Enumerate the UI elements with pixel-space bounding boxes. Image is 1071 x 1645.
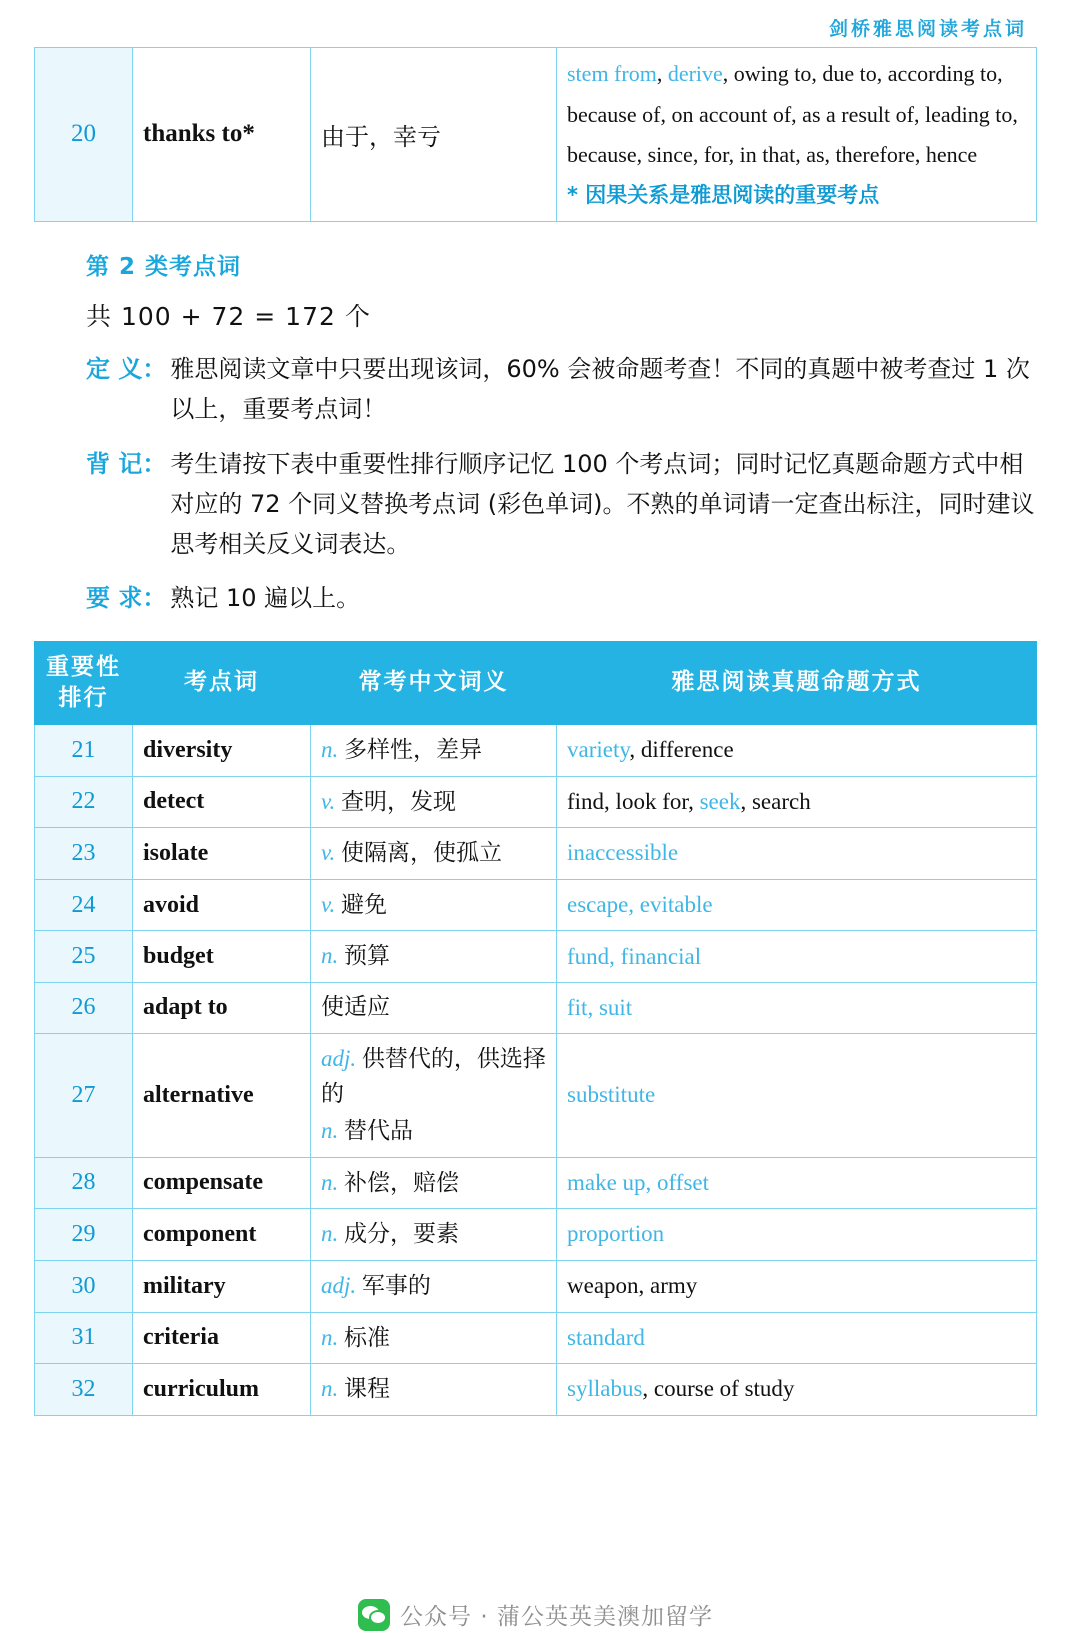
section-item-label: 背 记： xyxy=(86,449,167,478)
column-header-chinese: 常考中文词义 xyxy=(311,641,557,724)
row-word: adapt to xyxy=(133,983,311,1034)
row-exam xyxy=(557,1312,1037,1364)
section-item-value: 雅思阅读文章中只要出现该词，60% 会被命题考查！不同的真题中被考查过 1 次以上，重要考点词！ xyxy=(170,354,1030,424)
table-header-row xyxy=(35,641,1037,724)
part-of-speech: n. xyxy=(321,1324,344,1350)
exam-token: escape, evitable xyxy=(567,891,713,917)
table-row xyxy=(35,724,1037,776)
exam-token: , search xyxy=(740,788,811,814)
part-of-speech: n. xyxy=(321,943,344,969)
part-of-speech: n. xyxy=(321,1118,344,1143)
row-word: budget xyxy=(133,931,311,983)
row-chinese: v. 查明，发现 xyxy=(311,776,557,828)
part-of-speech: adj. xyxy=(321,1045,362,1071)
table-row xyxy=(35,931,1037,983)
row-exam xyxy=(557,1260,1037,1312)
exam-token: substitute xyxy=(567,1081,656,1107)
exam-token: derive xyxy=(667,61,723,86)
table-row xyxy=(35,983,1037,1034)
exam-token: seek xyxy=(699,788,741,814)
exam-token: inaccessible xyxy=(567,840,679,866)
row-exam xyxy=(557,983,1037,1034)
section-count: 共 100 + 72 = 172 个 xyxy=(86,301,371,331)
row-exam xyxy=(557,1157,1037,1209)
exam-token: find, look for, xyxy=(567,788,700,814)
row-word: avoid xyxy=(133,879,311,931)
exam-token: fit, suit xyxy=(567,994,633,1020)
part-of-speech: v. xyxy=(321,788,342,814)
continuation-table xyxy=(34,47,1037,222)
row-rank: 30 xyxy=(35,1260,133,1312)
row-rank: 22 xyxy=(35,776,133,828)
row-word: thanks to* xyxy=(133,48,311,222)
exam-token: , course of study xyxy=(642,1376,795,1402)
part-of-speech: n. xyxy=(321,1169,344,1195)
row-word: military xyxy=(133,1260,311,1312)
row-rank: 32 xyxy=(35,1364,133,1416)
row-rank: 25 xyxy=(35,931,133,983)
row-exam xyxy=(557,776,1037,828)
row-chinese: n. 课程 xyxy=(311,1364,557,1416)
column-header-rank: 重要性 排行 xyxy=(35,641,133,724)
section-item-label: 定 义： xyxy=(86,354,167,383)
row-word: component xyxy=(133,1209,311,1261)
table-row xyxy=(35,1033,1037,1157)
exam-token: standard xyxy=(567,1324,645,1350)
section-item-value: 熟记 10 遍以上。 xyxy=(170,584,361,613)
row-exam xyxy=(557,828,1037,880)
row-rank: 28 xyxy=(35,1157,133,1209)
table-row xyxy=(35,1209,1037,1261)
table-row xyxy=(35,828,1037,880)
exam-token: fund, financial xyxy=(567,943,702,969)
part-of-speech: v. xyxy=(321,891,342,917)
row-exam xyxy=(557,1364,1037,1416)
row-rank: 23 xyxy=(35,828,133,880)
exam-token: stem from xyxy=(567,61,657,86)
row-chinese: n. 补偿，赔偿 xyxy=(311,1157,557,1209)
row-word: diversity xyxy=(133,724,311,776)
row-exam xyxy=(557,1033,1037,1157)
section-item-value: 考生请按下表中重要性排行顺序记忆 100 个考点词；同时记忆真题命题方式中相对应的 72 个同义替换考点词 (彩色单词)。不熟的单词请一定查出标注，同时建议思考相关反义词表达。 xyxy=(170,449,1035,559)
page-header: 剑桥雅思阅读考点词 xyxy=(828,18,1027,40)
footer-text: 公众号 · 蒲公英英美澳加留学 xyxy=(400,1604,713,1630)
row-word: detect xyxy=(133,776,311,828)
row-chinese: n. 预算 xyxy=(311,931,557,983)
column-header-exam: 雅思阅读真题命题方式 xyxy=(557,641,1037,724)
exam-token: syllabus xyxy=(567,1376,643,1402)
table-row xyxy=(35,1260,1037,1312)
row-rank: 24 xyxy=(35,879,133,931)
row-rank: 20 xyxy=(35,48,133,222)
part-of-speech: n. xyxy=(321,1221,344,1247)
row-chinese: adj. 供替代的，供选择的 n. 替代品 xyxy=(311,1033,557,1157)
row-word: alternative xyxy=(133,1033,311,1157)
row-word: isolate xyxy=(133,828,311,880)
section-item xyxy=(86,444,1037,565)
row-rank: 21 xyxy=(35,724,133,776)
part-of-speech: n. xyxy=(321,736,344,762)
section-title: 第 2 类考点词 xyxy=(86,253,242,280)
row-word: compensate xyxy=(133,1157,311,1209)
exam-token: , difference xyxy=(629,736,734,762)
row-rank: 31 xyxy=(35,1312,133,1364)
table-row xyxy=(35,1364,1037,1416)
table-row xyxy=(35,1157,1037,1209)
row-chinese: adj. 军事的 xyxy=(311,1260,557,1312)
row-chinese: n. 标准 xyxy=(311,1312,557,1364)
row-chinese: 由于，幸亏 xyxy=(311,48,557,222)
table-row xyxy=(35,1312,1037,1364)
row-exam xyxy=(557,1209,1037,1261)
row-exam xyxy=(557,48,1037,222)
exam-token: proportion xyxy=(567,1221,665,1247)
wechat-icon xyxy=(358,1599,390,1631)
row-chinese: n. 成分，要素 xyxy=(311,1209,557,1261)
part-of-speech: adj. xyxy=(321,1272,362,1298)
section-item xyxy=(86,578,1037,618)
row-rank: 26 xyxy=(35,983,133,1034)
table-row xyxy=(35,776,1037,828)
exam-token: make up, offset xyxy=(567,1169,710,1195)
row-note: * 因果关系是雅思阅读的重要考点 xyxy=(567,183,880,208)
row-exam xyxy=(557,724,1037,776)
section-item xyxy=(86,349,1037,430)
section-item-label: 要 求： xyxy=(86,584,167,613)
row-chinese: v. 使隔离，使孤立 xyxy=(311,828,557,880)
section-block xyxy=(86,248,1037,619)
main-table-wrap xyxy=(34,641,1037,1416)
exam-token: weapon, army xyxy=(567,1272,698,1298)
row-chinese: 使适应 xyxy=(311,983,557,1034)
row-rank: 29 xyxy=(35,1209,133,1261)
column-header-word: 考点词 xyxy=(133,641,311,724)
row-chinese: v. 避免 xyxy=(311,879,557,931)
row-rank: 27 xyxy=(35,1033,133,1157)
exam-token: , xyxy=(656,61,668,86)
row-word: criteria xyxy=(133,1312,311,1364)
vocabulary-table xyxy=(34,641,1037,1416)
table-row xyxy=(35,879,1037,931)
table-row xyxy=(35,48,1037,222)
row-exam xyxy=(557,931,1037,983)
part-of-speech: n. xyxy=(321,1376,344,1402)
row-exam xyxy=(557,879,1037,931)
row-word: curriculum xyxy=(133,1364,311,1416)
row-chinese: n. 多样性，差异 xyxy=(311,724,557,776)
footer xyxy=(0,1598,1071,1631)
exam-token: variety xyxy=(567,736,630,762)
exam-token: , owing to, due to, according to, because of, on account of, as a result of, leading to, because, since, for, in that, as, therefore, hence xyxy=(567,61,1018,168)
part-of-speech: v. xyxy=(321,840,342,866)
